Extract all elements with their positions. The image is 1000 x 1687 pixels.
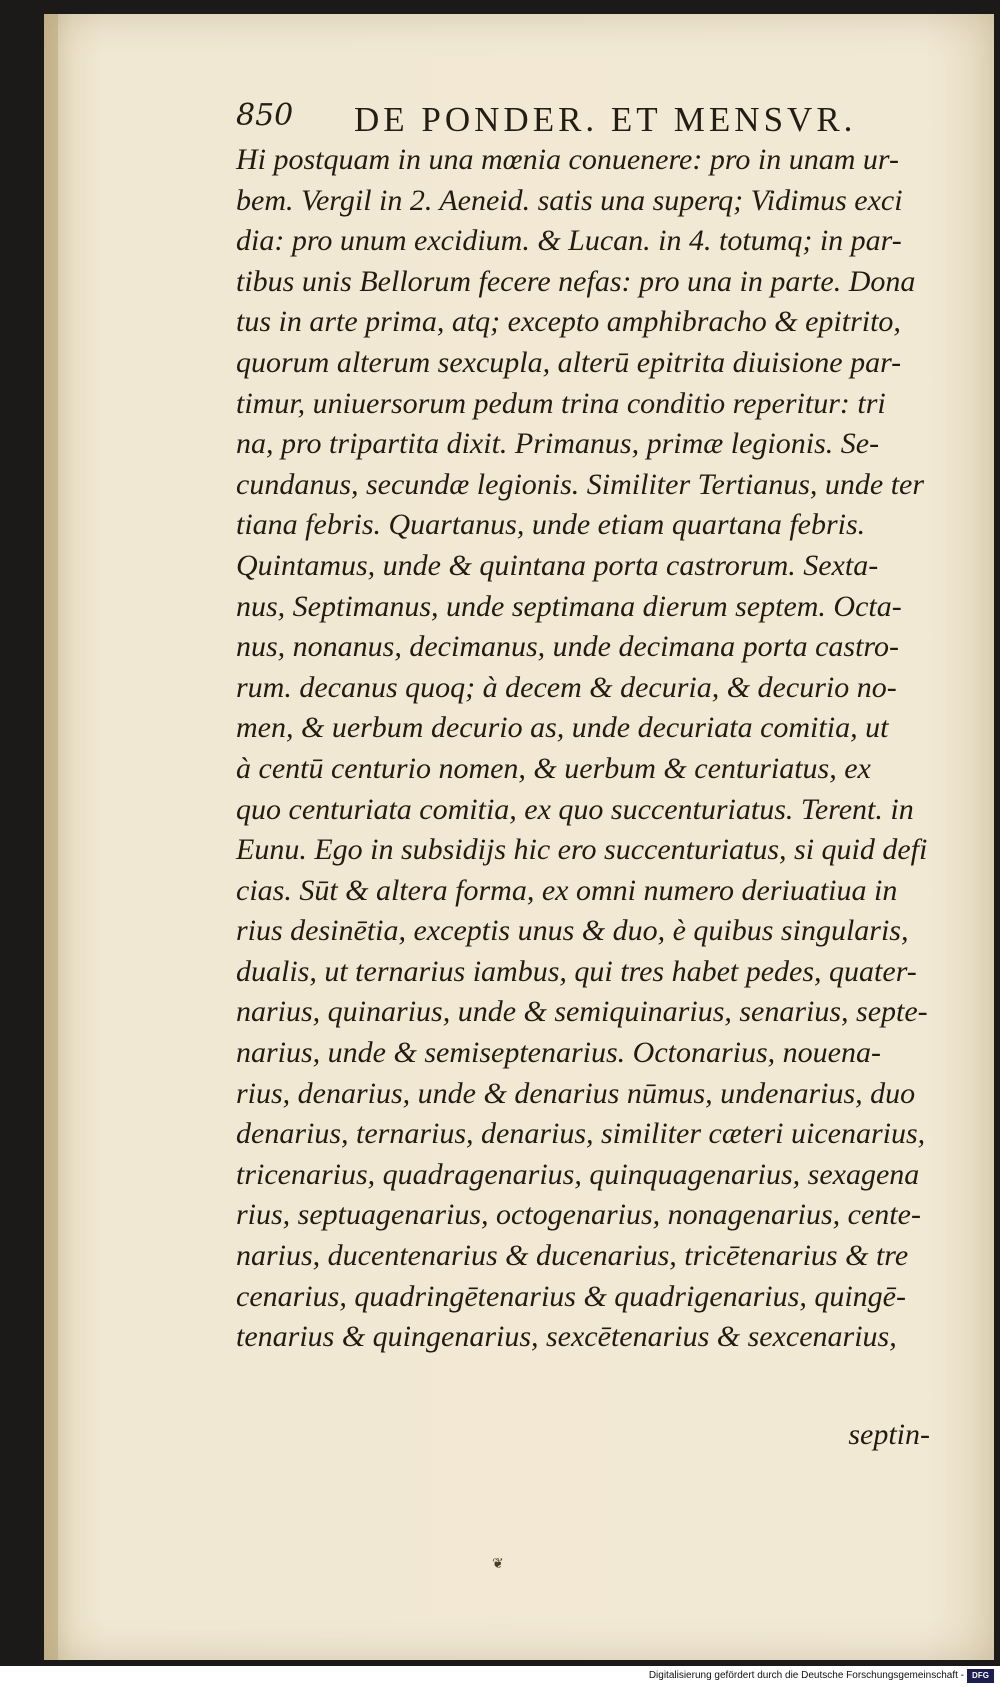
text-line: dualis, ut ternarius iambus, qui tres habet pedes, quater- — [236, 954, 917, 988]
text-line: na, pro tripartita dixit. Primanus, primæ legionis. Se- — [236, 427, 880, 461]
text-line: tus in arte prima, atq; excepto amphibracho & epitrito, — [236, 305, 901, 339]
text-line: rum. decanus quoq; à decem & decuria, & decurio no- — [236, 670, 897, 704]
text-line: narius, ducentenarius & ducenarius, tricētenarius & tre — [236, 1239, 909, 1273]
text-line: rius, denarius, unde & denarius nūmus, undenarius, duo — [236, 1076, 916, 1110]
text-line: Quintamus, unde & quintana porta castrorum. Sexta- — [236, 548, 879, 582]
text-line: nus, nonanus, decimanus, unde decimana porta castro- — [236, 630, 899, 664]
text-line: cias. Sūt & altera forma, ex omni numero deriuatiua in — [236, 873, 898, 907]
text-line: tibus unis Bellorum fecere nefas: pro una in parte. Dona — [236, 264, 916, 298]
dfg-logo: DFG — [967, 1669, 994, 1683]
text-line: cenarius, quadringētenarius & quadrigenarius, quingē- — [236, 1279, 906, 1313]
text-line: quorum alterum sexcupla, alterū epitrita diuisione par- — [236, 345, 902, 379]
text-line: quo centuriata comitia, ex quo succenturiatus. Terent. in — [236, 792, 914, 826]
text-line: tricenarius, quadragenarius, quinquagenarius, sexagena — [236, 1157, 920, 1191]
text-line: à centū centurio nomen, & uerbum & centuriatus, ex — [236, 751, 871, 785]
funding-credit: Digitalisierung gefördert durch die Deutsche Forschungsgemeinschaft - — [648, 1670, 964, 1681]
running-title: DE PONDER. ET MENSVR. — [354, 100, 857, 139]
text-line: tiana febris. Quartanus, unde etiam quartana febris. — [236, 508, 866, 542]
text-line: tenarius & quingenarius, sexcētenarius & sexcenarius, — [236, 1320, 897, 1354]
text-line: Eunu. Ego in subsidijs hic ero succenturiatus, si quid defi — [236, 833, 928, 867]
text-line: nus, Septimanus, unde septimana dierum septem. Octa- — [236, 589, 902, 623]
text-line: Hi postquam in una mœnia conuenere: pro in unam ur- — [236, 143, 899, 176]
page-number: 850 — [236, 98, 294, 133]
text-line: narius, quinarius, unde & semiquinarius, senarius, septe- — [236, 995, 928, 1029]
text-line: cundanus, secundæ legionis. Similiter Tertianus, unde ter — [236, 467, 925, 501]
text-line: rius desinētia, exceptis unus & duo, è quibus singularis, — [236, 914, 909, 948]
catchword: septin- — [848, 1418, 930, 1451]
main-text-block — [236, 140, 942, 1358]
text-line: dia: pro unum excidium. & Lucan. in 4. totumq; in par- — [236, 224, 902, 258]
text-line: rius, septuagenarius, octogenarius, nonagenarius, cente- — [236, 1198, 921, 1232]
text-line: timur, uniuersorum pedum trina conditio reperitur: tri — [236, 386, 886, 420]
digitization-footer — [0, 1666, 1000, 1687]
page-gutter-edge — [44, 14, 58, 1660]
text-line: narius, unde & semiseptenarius. Octonarius, nouena- — [236, 1036, 881, 1070]
text-line: denarius, ternarius, denarius, similiter cæteri uicenarius, — [236, 1117, 926, 1151]
text-line: men, & uerbum decurio as, unde decuriata comitia, ut — [236, 711, 889, 745]
printer-mark-ornament: ❦ — [492, 1556, 504, 1572]
page-header — [236, 98, 936, 142]
text-line: bem. Vergil in 2. Aeneid. satis una superq; Vidimus exci — [236, 183, 903, 217]
